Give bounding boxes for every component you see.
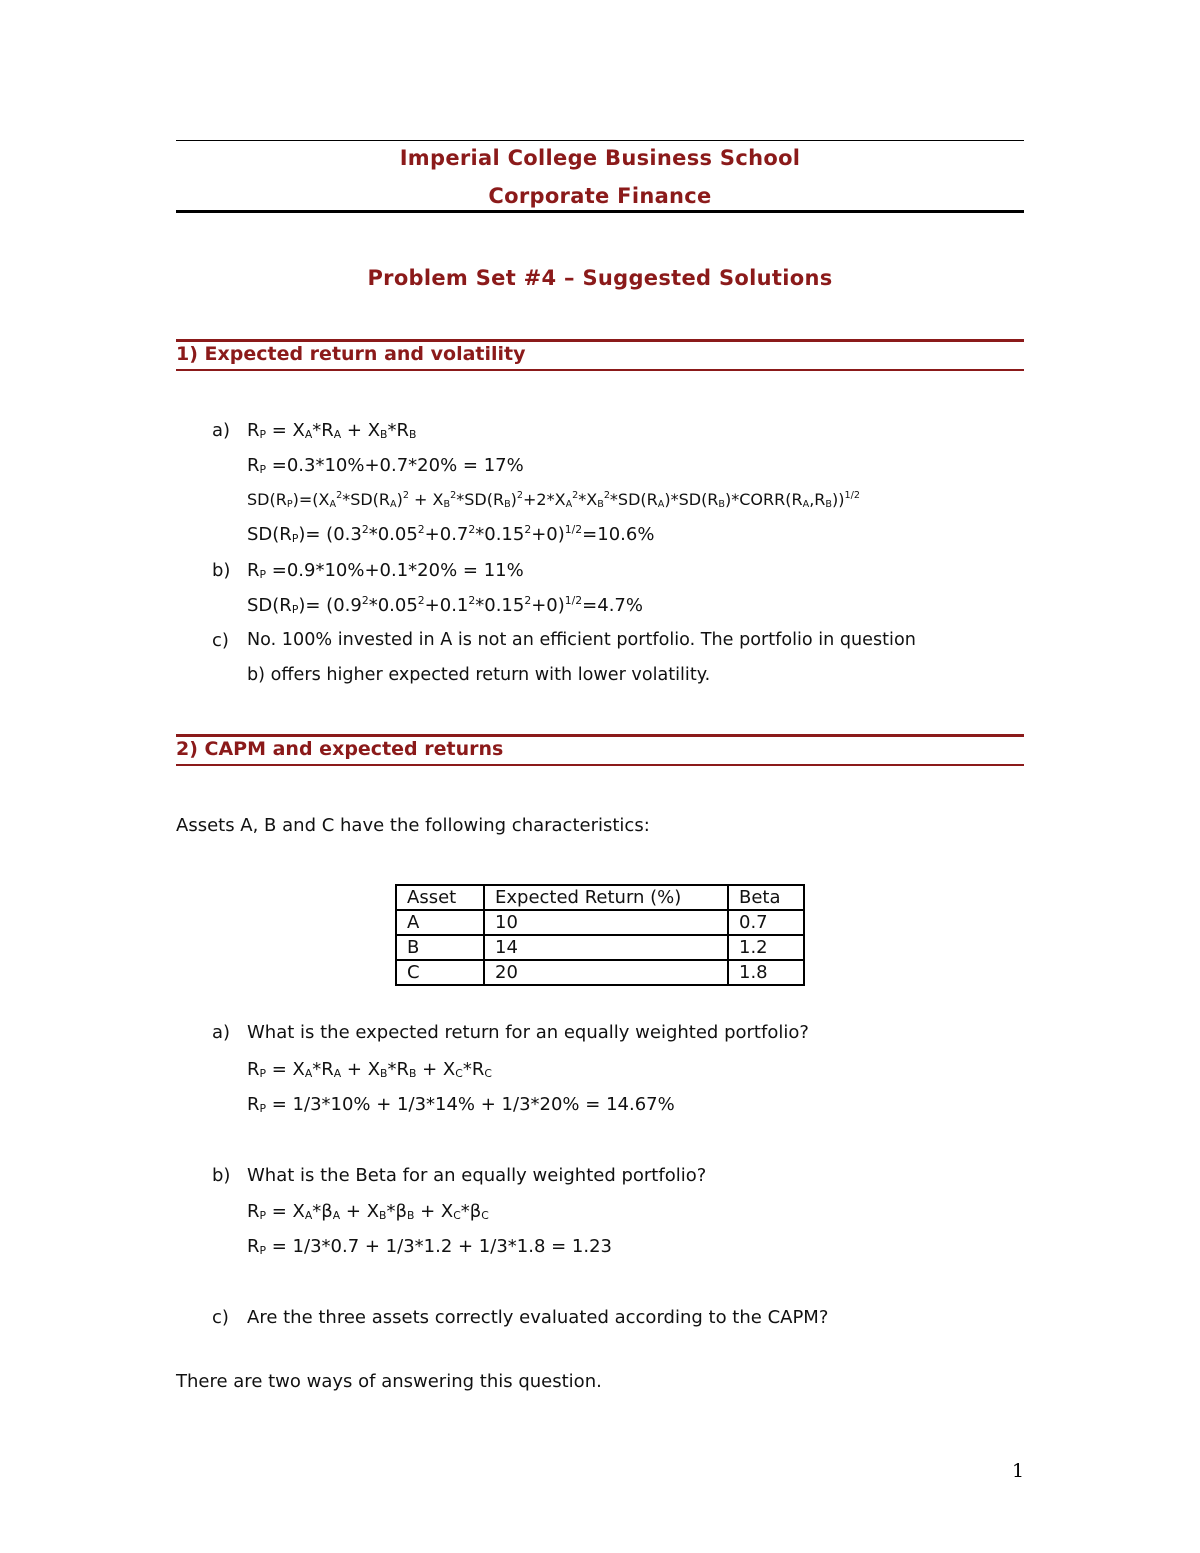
calc-portfolio-return-b: $R_P =0.9*10\%+0.1*20\% = 11\%$ [247, 560, 524, 581]
question-a-label: a) [212, 1022, 231, 1043]
page-number: 1 [1012, 1460, 1025, 1482]
table-row [396, 960, 804, 985]
section1-top-rule [176, 339, 1024, 342]
assets-table [395, 884, 805, 986]
table-cell: 0.7 [728, 910, 804, 935]
header-top-rule [176, 140, 1024, 141]
school-name: Imperial College Business School [399, 146, 801, 170]
calc-portfolio-sd-b: $SD(R_P)= (0.9^2*0.05^2+0.1^2*0.15^2+0)^{1/2}=4.7\%$ [247, 594, 643, 616]
question-c-text: Are the three assets correctly evaluated according to the CAPM? [247, 1307, 829, 1328]
question-a-text: What is the expected return for an equally weighted portfolio? [247, 1022, 809, 1043]
section2-bottom-rule [176, 764, 1024, 766]
calc-equal-weight-return: $R_P = 1/3*10\% + 1/3*14\% + 1/3*20\% = 14.67\%$ [247, 1094, 675, 1115]
calc-portfolio-sd-a: $SD(R_P)= (0.3^2*0.05^2+0.7^2*0.15^2+0)^{1/2}=10.6\%$ [247, 523, 655, 545]
formula-portfolio-return: $R_P = X_A*R_A + X_B*R_B$ [247, 420, 417, 441]
table-cell: A [396, 910, 484, 935]
question-b-text: What is the Beta for an equally weighted portfolio? [247, 1165, 707, 1186]
table-cell: 1.2 [728, 935, 804, 960]
calc-portfolio-return-a: $R_P =0.3*10\%+0.7*20\% = 17\%$ [247, 455, 524, 476]
formula-equal-weight-beta: $R_P = X_A*\beta_A + X_B*\beta_B + X_C*\beta_C$ [247, 1201, 489, 1222]
section2-intro: Assets A, B and C have the following characteristics: [176, 815, 650, 836]
item-a-label: a) [212, 420, 231, 441]
page-title: Problem Set #4 – Suggested Solutions [367, 266, 833, 290]
item-b-label: b) [212, 560, 231, 581]
table-cell: B [396, 935, 484, 960]
table-header-cell: Expected Return (%) [484, 885, 728, 910]
table-header-cell: Asset [396, 885, 484, 910]
table-cell: C [396, 960, 484, 985]
formula-equal-weight-return: $R_P = X_A*R_A + X_B*R_B + X_C*R_C$ [247, 1059, 492, 1080]
table-row [396, 935, 804, 960]
table-cell: 1.8 [728, 960, 804, 985]
calc-equal-weight-beta: $R_P = 1/3*0.7 + 1/3*1.2 + 1/3*1.8 = 1.23$ [247, 1236, 612, 1257]
answer-c-line2: b) offers higher expected return with lower volatility. [247, 665, 711, 685]
section2-heading: 2) CAPM and expected returns [176, 738, 504, 760]
section1-bottom-rule [176, 369, 1024, 371]
item-c-label: c) [212, 630, 229, 651]
table-header-row [396, 885, 804, 910]
course-name: Corporate Finance [488, 184, 712, 208]
formula-portfolio-sd: $SD(R_P)=(X_A^2*SD(R_A)^2$ + $X_B^2*SD(R_B)^2+2*X_A^2*X_B^2*SD(R_A)*SD(R_B)*CORR(R_A,R_B))^{1/2}$ [247, 490, 860, 510]
section2-top-rule [176, 734, 1024, 737]
table-cell: 20 [484, 960, 728, 985]
answer-c-line1: No. 100% invested in A is not an efficient portfolio. The portfolio in question [247, 630, 916, 650]
question-b-label: b) [212, 1165, 231, 1186]
table-cell: 10 [484, 910, 728, 935]
closing-text: There are two ways of answering this question. [176, 1371, 602, 1392]
table-cell: 14 [484, 935, 728, 960]
table-header-cell: Beta [728, 885, 804, 910]
header-bottom-rule [176, 210, 1024, 213]
section1-heading: 1) Expected return and volatility [176, 343, 526, 365]
question-c-label: c) [212, 1307, 229, 1328]
table-row [396, 910, 804, 935]
